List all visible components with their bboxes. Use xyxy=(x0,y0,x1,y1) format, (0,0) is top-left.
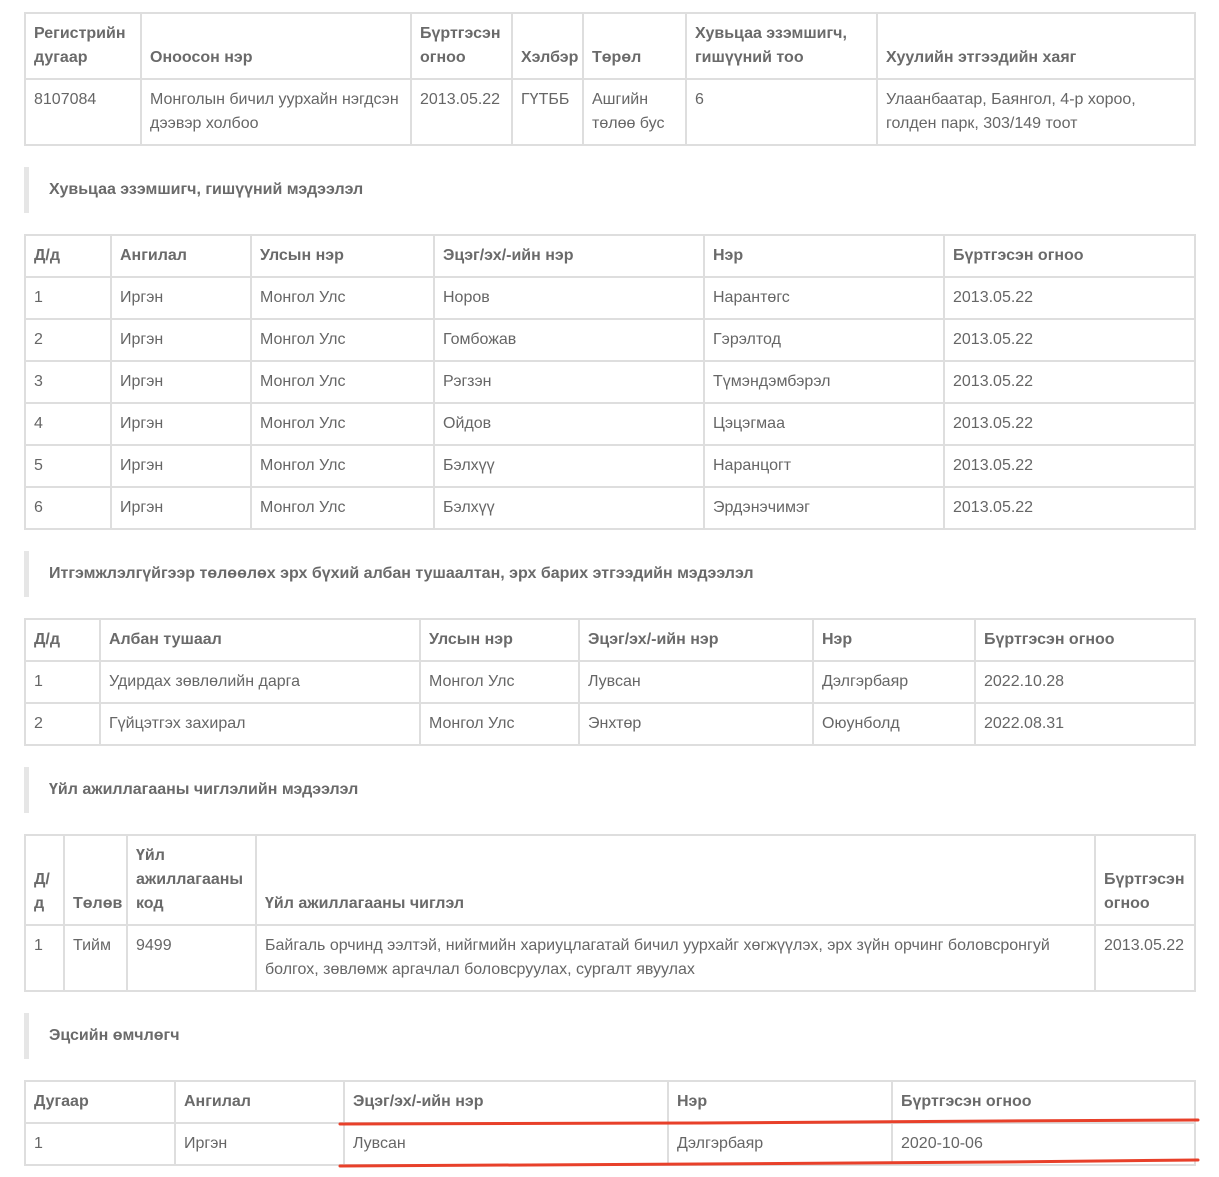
col-header: Төлөв xyxy=(64,835,127,925)
col-header: Бүртгэсэн огноо xyxy=(975,619,1195,661)
table-header-row xyxy=(25,13,1195,79)
owner-table xyxy=(24,1080,1196,1166)
table-header-row xyxy=(25,235,1195,277)
table-row xyxy=(25,661,1195,703)
cell: Монгол Улс xyxy=(251,361,434,403)
col-header: Дугаар xyxy=(25,1081,175,1123)
cell: Иргэн xyxy=(111,319,251,361)
cell: Улаанбаатар, Баянгол, 4-р хороо, голден парк, 303/149 тоот xyxy=(877,79,1195,145)
cell: Монголын бичил уурхайн нэгдсэн дээвэр холбоо xyxy=(141,79,411,145)
table-row xyxy=(25,403,1195,445)
cell: Гэрэлтод xyxy=(704,319,944,361)
cell: Гомбожав xyxy=(434,319,704,361)
col-header: Төрөл xyxy=(583,13,686,79)
cell: 1 xyxy=(25,277,111,319)
cell: 5 xyxy=(25,445,111,487)
cell: Удирдах зөвлөлийн дарга xyxy=(100,661,420,703)
col-header: Д/д xyxy=(25,619,100,661)
col-header: Регистрийн дугаар xyxy=(25,13,141,79)
cell: Монгол Улс xyxy=(251,277,434,319)
company-table xyxy=(24,12,1196,146)
cell: Гүйцэтгэх захирал xyxy=(100,703,420,745)
table-row xyxy=(25,703,1195,745)
cell: Нарантөгс xyxy=(704,277,944,319)
table-row xyxy=(25,1123,1195,1165)
col-header: Ангилал xyxy=(111,235,251,277)
col-header: Нэр xyxy=(668,1081,892,1123)
cell: Иргэн xyxy=(175,1123,344,1165)
col-header: Хувьцаа эзэмшигч, гишүүний тоо xyxy=(686,13,877,79)
cell: Монгол Улс xyxy=(251,319,434,361)
cell: 2020-10-06 xyxy=(892,1123,1195,1165)
activities-table xyxy=(24,834,1196,992)
cell: 9499 xyxy=(127,925,256,991)
table-row xyxy=(25,445,1195,487)
col-header: Нэр xyxy=(813,619,975,661)
col-header: Нэр xyxy=(704,235,944,277)
cell: 2013.05.22 xyxy=(944,487,1195,529)
cell: Монгол Улс xyxy=(251,445,434,487)
shareholders-table xyxy=(24,234,1196,530)
cell: Оюунболд xyxy=(813,703,975,745)
cell: 6 xyxy=(25,487,111,529)
cell: 1 xyxy=(25,661,100,703)
col-header: Эцэг/эх/-ийн нэр xyxy=(579,619,813,661)
cell: Иргэн xyxy=(111,277,251,319)
cell: 2013.05.22 xyxy=(944,319,1195,361)
col-header: Үйл ажиллагааны код xyxy=(127,835,256,925)
col-header: Бүртгэсэн огноо xyxy=(411,13,512,79)
col-header: Улсын нэр xyxy=(251,235,434,277)
col-header: Оноосон нэр xyxy=(141,13,411,79)
col-header: Эцэг/эх/-ийн нэр xyxy=(344,1081,668,1123)
cell: Норов xyxy=(434,277,704,319)
cell: 2013.05.22 xyxy=(1095,925,1195,991)
cell: Дэлгэрбаяр xyxy=(668,1123,892,1165)
officials-table xyxy=(24,618,1196,746)
section-title-shareholders: Хувьцаа эзэмшигч, гишүүний мэдээлэл xyxy=(24,167,1194,213)
cell: ГҮТББ xyxy=(512,79,583,145)
cell: Цэцэгмаа xyxy=(704,403,944,445)
cell: Иргэн xyxy=(111,361,251,403)
table-row xyxy=(25,925,1195,991)
cell: 2022.08.31 xyxy=(975,703,1195,745)
section-title-activities: Үйл ажиллагааны чиглэлийн мэдээлэл xyxy=(24,767,1194,813)
col-header: Улсын нэр xyxy=(420,619,579,661)
cell: 2 xyxy=(25,319,111,361)
cell: 3 xyxy=(25,361,111,403)
cell: Ойдов xyxy=(434,403,704,445)
cell: Иргэн xyxy=(111,445,251,487)
col-header: Хэлбэр xyxy=(512,13,583,79)
cell: 2013.05.22 xyxy=(944,361,1195,403)
cell: Лувсан xyxy=(579,661,813,703)
cell: 4 xyxy=(25,403,111,445)
cell: 6 xyxy=(686,79,877,145)
cell: 2013.05.22 xyxy=(944,403,1195,445)
col-header: Д/д xyxy=(25,235,111,277)
col-header: Хуулийн этгээдийн хаяг xyxy=(877,13,1195,79)
section-title-owner: Эцсийн өмчлөгч xyxy=(24,1013,1194,1059)
table-row xyxy=(25,487,1195,529)
cell: 8107084 xyxy=(25,79,141,145)
cell: Рэгзэн xyxy=(434,361,704,403)
cell: Байгаль орчинд ээлтэй, нийгмийн хариуцлагатай бичил уурхайг хөгжүүлэх, эрх зүйн орчинг боловсронгуй болгох, зөвлөмж аргачлал боловсруулах, сургалт явуулах xyxy=(256,925,1095,991)
cell: Монгол Улс xyxy=(251,403,434,445)
col-header: Бүртгэсэн огноо xyxy=(1095,835,1195,925)
cell: Наранцогт xyxy=(704,445,944,487)
cell: 2013.05.22 xyxy=(411,79,512,145)
cell: Энхтөр xyxy=(579,703,813,745)
section-title-officials: Итгэмжлэлгүйгээр төлөөлөх эрх бүхий албан тушаалтан, эрх барих этгээдийн мэдээлэл xyxy=(24,551,1194,597)
table-header-row xyxy=(25,835,1195,925)
cell: Монгол Улс xyxy=(251,487,434,529)
cell: 1 xyxy=(25,1123,175,1165)
cell: Бэлхүү xyxy=(434,487,704,529)
table-row xyxy=(25,79,1195,145)
col-header: Бүртгэсэн огноо xyxy=(892,1081,1195,1123)
cell: Иргэн xyxy=(111,487,251,529)
col-header: Бүртгэсэн огноо xyxy=(944,235,1195,277)
table-row xyxy=(25,319,1195,361)
cell: Лувсан xyxy=(344,1123,668,1165)
col-header: Үйл ажиллагааны чиглэл xyxy=(256,835,1095,925)
table-header-row xyxy=(25,619,1195,661)
cell: Тийм xyxy=(64,925,127,991)
col-header: Ангилал xyxy=(175,1081,344,1123)
cell: 1 xyxy=(25,925,64,991)
cell: 2 xyxy=(25,703,100,745)
cell: Эрдэнэчимэг xyxy=(704,487,944,529)
cell: Монгол Улс xyxy=(420,703,579,745)
col-header: Эцэг/эх/-ийн нэр xyxy=(434,235,704,277)
cell: Дэлгэрбаяр xyxy=(813,661,975,703)
cell: Бэлхүү xyxy=(434,445,704,487)
cell: 2013.05.22 xyxy=(944,277,1195,319)
table-header-row xyxy=(25,1081,1195,1123)
cell: Түмэндэмбэрэл xyxy=(704,361,944,403)
col-header: Д/д xyxy=(25,835,64,925)
cell: 2022.10.28 xyxy=(975,661,1195,703)
table-row xyxy=(25,361,1195,403)
table-row xyxy=(25,277,1195,319)
col-header: Албан тушаал xyxy=(100,619,420,661)
cell: 2013.05.22 xyxy=(944,445,1195,487)
cell: Ашгийн төлөө бус xyxy=(583,79,686,145)
cell: Монгол Улс xyxy=(420,661,579,703)
cell: Иргэн xyxy=(111,403,251,445)
